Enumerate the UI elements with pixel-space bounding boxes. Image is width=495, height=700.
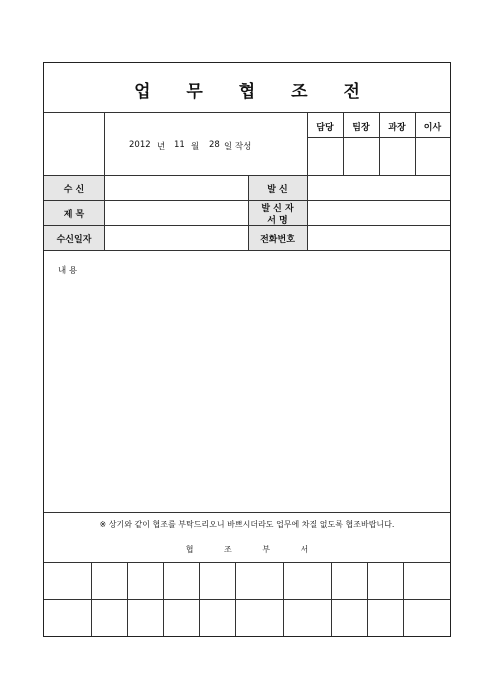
divider — [44, 599, 450, 600]
divider — [367, 562, 368, 636]
divider — [403, 562, 404, 636]
divider — [199, 562, 200, 636]
divider — [331, 562, 332, 636]
divider — [44, 512, 450, 513]
date-day: 28 — [209, 140, 220, 150]
label-sender: 발 신 — [267, 185, 288, 195]
notice-text: ※ 상기와 같이 협조를 부탁드리오니 바쁘시더라도 업무에 차질 없도록 협조바랍니다. — [99, 520, 395, 529]
divider — [283, 562, 284, 636]
approval-header-staff: 담당 — [316, 123, 334, 133]
label-subject: 제 목 — [63, 210, 85, 220]
divider — [127, 562, 128, 636]
approval-header-team-lead: 팀장 — [352, 123, 370, 133]
divider — [235, 562, 236, 636]
divider — [44, 250, 450, 251]
date-month-label: 월 — [191, 142, 200, 152]
label-sender-sign-line1: 발 신 자 — [261, 204, 294, 214]
label-sender-sign-line2: 서 명 — [267, 216, 288, 226]
divider — [91, 562, 92, 636]
date-year: 2012 — [129, 140, 151, 150]
coop-dept-label: 협 조 부 서 — [185, 545, 323, 554]
page-title: 업 무 협 조 전 — [134, 82, 375, 102]
divider — [44, 562, 450, 563]
divider — [104, 112, 105, 250]
approval-header-section-chief: 과장 — [388, 123, 406, 133]
cooperation-form — [43, 62, 451, 637]
date-day-label: 일 작성 — [224, 142, 252, 152]
label-received-date: 수신일자 — [56, 235, 92, 245]
label-phone: 전화번호 — [260, 235, 295, 245]
approval-header-director: 이사 — [423, 123, 442, 133]
date-month: 11 — [174, 140, 185, 150]
date-year-label: 년 — [157, 142, 166, 152]
divider — [163, 562, 164, 636]
label-recipient: 수 신 — [63, 185, 85, 195]
content-label: 내 용 — [58, 266, 78, 276]
